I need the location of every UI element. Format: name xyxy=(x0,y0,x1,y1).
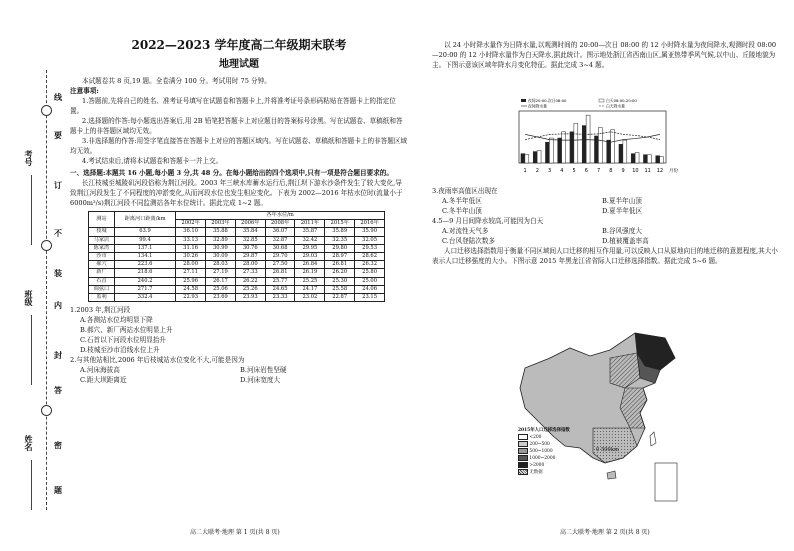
right-page xyxy=(432,40,778,70)
table-row xyxy=(89,253,385,261)
legend-item: <200 xyxy=(529,435,542,440)
legend-item: 200~500 xyxy=(529,442,550,447)
legend-swatch xyxy=(518,469,528,475)
exam-subtitle: 地理试题 xyxy=(219,59,259,70)
water-level-cell: 28.62 xyxy=(355,253,385,261)
q3-option-b[interactable]: B.夏半年山顶 xyxy=(602,197,642,205)
legend-swatch xyxy=(518,448,528,454)
distance-cell: 137.1 xyxy=(114,244,175,252)
map-legend-title: 2015年人口迁移选择指数 xyxy=(518,428,570,433)
exam-title: 2022—2023 学年度高二年级期末联考 xyxy=(131,38,347,52)
cut-line xyxy=(46,70,47,510)
day-rain-bar xyxy=(574,123,578,163)
table-row xyxy=(89,228,385,236)
table-header-year: 2015年 xyxy=(325,220,355,228)
cut-char: 不 xyxy=(54,228,62,238)
water-level-cell: 26.81 xyxy=(265,269,295,277)
q4-option-c[interactable]: C.台风登陆次数多 xyxy=(442,237,496,245)
legend-swatch xyxy=(518,434,528,440)
q1-option-b[interactable]: B.郝穴、新厂两站水位明显上升 xyxy=(80,326,173,335)
month-tick-label: 7 xyxy=(597,168,601,174)
question-4: 4.5—9 月日间降水较高,可能因为白天 xyxy=(432,217,544,225)
water-level-cell: 24.65 xyxy=(265,285,295,293)
water-level-cell: 32.89 xyxy=(206,236,236,244)
q2-option-b[interactable]: B.河床岩性坚硬 xyxy=(240,366,287,375)
table-header-years-group: 各年水位/m xyxy=(176,212,385,220)
water-level-cell: 26.20 xyxy=(325,269,355,277)
question-2: 2.与其他站相比,2006 年后枝城站水位变化不大,可能是因为 xyxy=(70,356,245,365)
page-footer-left: 高二大联考·地理 第 1 页(共 8 页) xyxy=(190,529,280,536)
water-level-cell: 32.35 xyxy=(325,236,355,244)
water-level-cell: 30.99 xyxy=(206,244,236,252)
night-rate-line xyxy=(525,134,660,142)
binding-hole xyxy=(41,105,52,116)
water-level-cell: 35.84 xyxy=(235,228,265,236)
legend-item: 1000~2000 xyxy=(529,456,556,461)
exam-intro: 本试题卷共 8 页,19 题。全卷满分 100 分。考试用时 75 分钟。 xyxy=(82,77,271,85)
water-level-cell: 32.87 xyxy=(265,236,295,244)
questions-3-4 xyxy=(432,186,778,266)
station-name-cell: 石首 xyxy=(89,277,115,285)
water-level-cell: 27.11 xyxy=(176,269,206,277)
notice-item: 1.答题前,先将自己的姓名、准考证号填写在试题卷和答题卡上,并将准考证号条形码粘贴在答题卡上的指定位置。 xyxy=(70,97,396,115)
water-level-cell: 29.95 xyxy=(295,244,325,252)
month-tick-label: 8 xyxy=(609,168,613,174)
taiwan-island xyxy=(650,432,656,446)
station-name-cell: 陈家湾 xyxy=(89,244,115,252)
legend-day-rate-label: 白天降水量 xyxy=(606,103,625,109)
question-1: 1.2003 年,荆江河段 xyxy=(70,306,131,315)
legend-night-label: 夜间20:00-次日08:00 xyxy=(528,98,567,103)
q3-option-d[interactable]: D.夏半年低区 xyxy=(602,207,643,215)
table-row xyxy=(89,244,385,252)
legend-swatch xyxy=(518,462,528,468)
passage-jingjiang: 长江枝城至城陵矶河段俗称为荆江河段。2003 年三峡水库蓄水运行后,荆江坝下游水沙条件发生了较大变化,导致荆江河段发生了不同程度的冲淤变化,从而河段水位也发生相应变化。下表为 2002—2016 年枯水位时(流量小于 6000m³/s)荆江河段不同监测站各年水位统计。据此完成 1~2 题。 xyxy=(70,179,403,207)
night-rain-bar xyxy=(545,142,549,163)
legend-item: >2000 xyxy=(529,463,545,468)
water-level-cell: 32.42 xyxy=(295,236,325,244)
passage-rainfall: 以 24 小时降水量作为日降水量,以观测时间的 20:00—次日 08:00 的 12 小时降水量为夜间降水,观测时段 08:00—20:00 的 12 小时降水量作为白天降水,据此统计。图示地处浙江省西南山区,属亚热带季风气候,以中山、丘陵地貌为主。下图示意该区域年降水月变化特征。据此完成 3~4 题。 xyxy=(432,41,777,69)
legend-swatch xyxy=(518,441,528,447)
night-rain-bar xyxy=(533,152,537,163)
month-tick-label: 5 xyxy=(572,168,576,174)
water-level-cell: 23.69 xyxy=(206,294,236,302)
water-level-cell: 28.97 xyxy=(325,253,355,261)
station-name-cell: 郝穴 xyxy=(89,261,115,269)
map-legend xyxy=(518,428,588,476)
cut-char: 装 xyxy=(54,268,62,278)
water-level-cell: 25.80 xyxy=(355,269,385,277)
water-level-cell: 29.70 xyxy=(265,253,295,261)
water-level-cell: 25.96 xyxy=(176,277,206,285)
month-tick-label: 4 xyxy=(560,168,564,174)
south-region xyxy=(593,428,637,463)
water-level-cell: 27.50 xyxy=(265,261,295,269)
notice-item: 2.选择题的作答:每小题选出答案后,用 2B 铅笔把答题卡上对应题目的答案标号涂黑。写在试题卷、草稿纸和答题卡上的非答题区域均无效。 xyxy=(70,117,403,135)
water-level-cell: 25.30 xyxy=(325,277,355,285)
water-level-cell: 24.06 xyxy=(355,285,385,293)
water-level-cell: 35.87 xyxy=(295,228,325,236)
water-level-cell: 29.87 xyxy=(235,253,265,261)
map-scale: 0 500km xyxy=(596,447,619,453)
q1-option-d[interactable]: D.枝城至沙市沿线水位上升 xyxy=(80,346,160,355)
distance-cell: 271.7 xyxy=(114,285,175,293)
cut-char: 密 xyxy=(54,440,62,450)
night-rain-bar xyxy=(558,138,562,163)
notice-title: 注意事项: xyxy=(70,87,99,95)
legend-item: 无数据 xyxy=(529,470,543,475)
month-tick-label: 12 xyxy=(656,168,664,174)
table-header-year: 2006年 xyxy=(235,220,265,228)
table-header-station: 测站 xyxy=(89,212,115,228)
night-rain-bar xyxy=(521,154,525,163)
day-rain-bar xyxy=(586,115,590,163)
day-rain-bar xyxy=(623,140,627,163)
distance-cell: 63.9 xyxy=(114,228,175,236)
water-level-table xyxy=(88,211,385,302)
legend-night-rate-label: 夜间降水量 xyxy=(528,103,547,109)
month-tick-label: 1 xyxy=(523,168,527,174)
water-level-cell: 26.22 xyxy=(235,277,265,285)
legend-item: 500~1000 xyxy=(529,449,553,454)
class-label: 班级 xyxy=(24,290,34,306)
rainfall-chart xyxy=(505,97,680,175)
distance-cell: 99.4 xyxy=(114,236,175,244)
water-level-cell: 23.15 xyxy=(355,294,385,302)
hainan-island xyxy=(607,471,616,479)
water-level-cell: 25.58 xyxy=(325,285,355,293)
water-level-cell: 26.17 xyxy=(206,277,236,285)
water-level-cell: 22.87 xyxy=(325,294,355,302)
legend-day-label: 白天08:00-20:00 xyxy=(606,98,637,103)
distance-cell: 134.1 xyxy=(114,253,175,261)
table-row xyxy=(89,294,385,302)
water-level-cell: 26.32 xyxy=(355,261,385,269)
page-footer-right: 高二大联考·地理 第 2 页(共 8 页) xyxy=(560,529,650,536)
water-level-cell: 25.00 xyxy=(355,277,385,285)
table-header-year: 2016年 xyxy=(355,220,385,228)
water-level-cell: 32.05 xyxy=(355,236,385,244)
exam-number-label: 考号 xyxy=(24,150,34,166)
day-rain-bar xyxy=(598,128,602,163)
water-level-cell: 35.90 xyxy=(355,228,385,236)
day-rain-bar xyxy=(647,155,651,163)
water-level-cell: 25.06 xyxy=(206,285,236,293)
q1-option-c[interactable]: C.石首以下河段水位明显抬升 xyxy=(80,336,167,345)
distance-cell: 240.2 xyxy=(114,277,175,285)
q4-option-a[interactable]: A.对流性天气多 xyxy=(442,227,489,235)
water-level-cell: 30.26 xyxy=(176,253,206,261)
station-name-cell: 调弦口 xyxy=(89,285,115,293)
binding-hole xyxy=(41,405,52,416)
binding-hole xyxy=(41,240,52,251)
station-name-cell: 监利 xyxy=(89,294,115,302)
cut-char: 要 xyxy=(54,130,62,140)
exam-number-line[interactable] xyxy=(31,175,32,245)
legend-night-swatch xyxy=(521,99,526,102)
legend-day-swatch xyxy=(599,99,604,102)
day-rain-bar xyxy=(537,151,541,163)
cut-char: 线 xyxy=(54,92,62,102)
rainfall-chart-svg xyxy=(505,97,680,175)
water-level-cell: 23.33 xyxy=(265,294,295,302)
table-row xyxy=(89,285,385,293)
water-level-cell: 28.03 xyxy=(206,261,236,269)
water-level-cell: 25.26 xyxy=(235,285,265,293)
month-tick-label: 6 xyxy=(584,168,588,174)
water-level-cell: 26.84 xyxy=(295,261,325,269)
section-heading: 一、选择题:本题共 16 小题,每小题 3 分,共 48 分。在每小题给出的四个选项中,只有一项是符合题目要求的。 xyxy=(70,169,393,177)
south-sea-inset xyxy=(655,463,677,501)
q2-option-d[interactable]: D.河床宽度大 xyxy=(240,376,281,385)
water-level-cell: 24.17 xyxy=(295,285,325,293)
water-level-cell: 35.88 xyxy=(206,228,236,236)
day-rain-bar xyxy=(635,153,639,163)
q2-option-c[interactable]: C.距大坝距离近 xyxy=(80,376,127,385)
day-rain-bar xyxy=(525,155,529,163)
water-level-cell: 33.13 xyxy=(176,236,206,244)
question-3: 3.夜雨率高值区出现在 xyxy=(432,187,498,195)
water-level-cell: 30.76 xyxy=(235,244,265,252)
water-level-cell: 23.02 xyxy=(295,294,325,302)
day-rain-bar xyxy=(611,130,615,163)
water-level-cell: 22.93 xyxy=(176,294,206,302)
legend-swatch xyxy=(518,455,528,461)
water-level-cell: 30.09 xyxy=(206,253,236,261)
month-tick-label: 2 xyxy=(535,168,539,174)
day-rain-bar xyxy=(562,132,566,163)
day-rain-bar xyxy=(549,138,553,163)
water-level-cell: 29.53 xyxy=(355,244,385,252)
water-level-cell: 36.10 xyxy=(176,228,206,236)
night-rain-bar xyxy=(570,132,574,163)
water-level-cell: 28.00 xyxy=(176,261,206,269)
table-row xyxy=(89,236,385,244)
table-header-year: 2002年 xyxy=(176,220,206,228)
water-level-cell: 25.77 xyxy=(265,277,295,285)
water-level-cell: 26.19 xyxy=(295,269,325,277)
cut-char: 答 xyxy=(54,385,62,395)
water-level-cell: 35.89 xyxy=(325,228,355,236)
q1-option-a[interactable]: A.各测站水位均明显下降 xyxy=(80,316,153,325)
q2-option-a[interactable]: A.河床海拔高 xyxy=(80,366,120,375)
cut-char: 封 xyxy=(54,350,62,360)
table-row xyxy=(89,269,385,277)
month-tick-label: 11 xyxy=(644,168,651,174)
station-name-cell: 枝城 xyxy=(89,228,115,236)
water-level-cell: 32.85 xyxy=(235,236,265,244)
binding-margin xyxy=(0,0,62,551)
q4-option-d[interactable]: D.植被覆盖率高 xyxy=(602,237,649,245)
night-rain-bar xyxy=(656,156,660,163)
cut-char: 题 xyxy=(54,485,62,495)
cut-char: 内 xyxy=(54,300,62,310)
q3-option-a[interactable]: A.冬半年低区 xyxy=(442,197,482,205)
name-label: 姓名 xyxy=(24,435,34,451)
month-tick-label: 9 xyxy=(621,168,625,174)
month-tick-label: 3 xyxy=(548,168,552,174)
water-level-cell: 30.68 xyxy=(265,244,295,252)
table-header-distance: 距离河口距离/km xyxy=(114,212,175,228)
station-name-cell: 新厂 xyxy=(89,269,115,277)
table-row xyxy=(89,261,385,269)
day-rain-bar xyxy=(660,157,664,163)
distance-cell: 218.6 xyxy=(114,269,175,277)
station-name-cell: 马家店 xyxy=(89,236,115,244)
table-row xyxy=(89,277,385,285)
water-level-cell: 36.07 xyxy=(265,228,295,236)
distance-cell: 332.4 xyxy=(114,294,175,302)
night-rain-bar xyxy=(619,144,623,163)
water-level-cell: 23.93 xyxy=(235,294,265,302)
night-rain-bar xyxy=(607,140,611,163)
water-level-cell: 24.58 xyxy=(176,285,206,293)
cut-char: 订 xyxy=(54,180,62,190)
notice-item: 3.非选择题的作答:用签字笔直接答在答题卡上对应的答题区域内。写在试题卷、草稿纸和答题卡上的非答题区域均无效。 xyxy=(70,137,408,155)
q3-option-c[interactable]: C.冬半年山顶 xyxy=(442,207,482,215)
water-level-cell: 26.81 xyxy=(325,261,355,269)
station-name-cell: 沙市 xyxy=(89,253,115,261)
x-axis-label: 月份 xyxy=(669,169,678,174)
name-line[interactable] xyxy=(31,460,32,510)
water-level-cell: 31.16 xyxy=(176,244,206,252)
water-level-cell: 29.80 xyxy=(325,244,355,252)
table-header-year: 2003年 xyxy=(206,220,236,228)
china-map-svg xyxy=(515,328,685,508)
table-header-year: 2008年 xyxy=(265,220,295,228)
night-rain-bar xyxy=(631,154,635,163)
table-header-year: 2011年 xyxy=(295,220,325,228)
night-rain-bar xyxy=(643,155,647,163)
water-level-cell: 27.33 xyxy=(235,269,265,277)
month-tick-label: 10 xyxy=(632,168,639,174)
water-level-cell: 27.19 xyxy=(206,269,236,277)
distance-cell: 223.6 xyxy=(114,261,175,269)
water-level-cell: 28.00 xyxy=(235,261,265,269)
water-level-cell: 25.25 xyxy=(295,277,325,285)
notice-item: 4.考试结束后,请将本试题卷和答题卡一并上交。 xyxy=(82,157,223,165)
passage-migration: 人口迁移选择指数用于衡量不同区域间人口迁移的相互作用量,可以反映人口从原地向目的地迁移的意愿程度,其大小表示人口迁移强度的大小。下图示意 2015 年黑龙江省省际人口迁移选择指数。据此完成 5~6 题。 xyxy=(432,247,778,265)
left-page xyxy=(70,36,408,385)
class-line[interactable] xyxy=(31,315,32,385)
night-rain-bar xyxy=(582,126,586,163)
migration-map xyxy=(515,328,685,508)
water-level-cell: 29.03 xyxy=(295,253,325,261)
q4-option-b[interactable]: B.谷风强度大 xyxy=(602,227,642,235)
